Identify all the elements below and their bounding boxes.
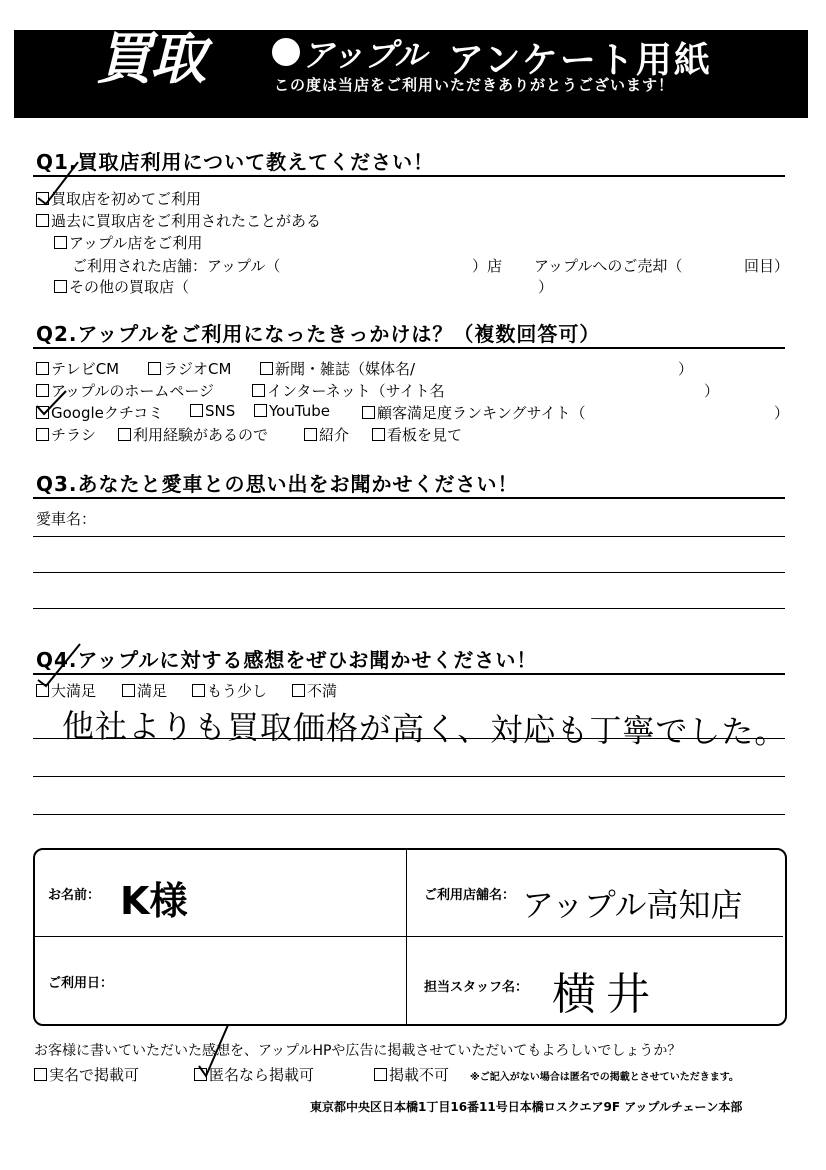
memory-line-2[interactable]: [33, 608, 785, 609]
checkbox-ranking[interactable]: [362, 406, 375, 419]
comment-line-1[interactable]: [33, 738, 785, 739]
q2-option-ranking[interactable]: 顧客満足度ランキングサイト（: [362, 402, 586, 423]
checkbox-past[interactable]: [36, 214, 49, 227]
q2-option-google[interactable]: Googleクチコミ: [36, 402, 163, 423]
checkbox-radio[interactable]: [148, 362, 161, 375]
q2-option-experience[interactable]: 利用経験があるので: [118, 424, 268, 445]
consent-real-name[interactable]: 実名で掲載可: [34, 1064, 139, 1085]
q2-option-flyer[interactable]: チラシ: [36, 424, 96, 445]
checkbox-satisfied[interactable]: [122, 684, 135, 697]
apple-brand-badge-icon: [272, 38, 300, 66]
brand-name: アップル: [302, 36, 427, 74]
q2-rule: [33, 347, 785, 349]
q4-option-very-satisfied[interactable]: 大満足: [36, 680, 96, 701]
name-value[interactable]: K様: [120, 879, 188, 923]
consent-no-publish[interactable]: 掲載不可: [374, 1064, 449, 1085]
comment-line-3[interactable]: [33, 814, 785, 815]
consent-question: お客様に書いていただいた感想を、アップルHPや広告に掲載させていただいてもよろしいでしょうか？: [34, 1043, 682, 1059]
checkbox-flyer[interactable]: [36, 428, 49, 441]
tagline: この度は当店をご利用いただきありがとうございます！: [274, 76, 675, 94]
card-divider-horizontal: [35, 936, 783, 937]
checkbox-anonymous[interactable]: [194, 1068, 207, 1081]
car-name-line[interactable]: [33, 536, 785, 537]
q1-option-past[interactable]: 過去に買取店をご利用されたことがある: [36, 210, 321, 231]
kaitori-logo: 買取: [96, 27, 204, 92]
store-used-label: ご利用された店舗：アップル（: [72, 257, 281, 275]
q1-option-first[interactable]: 買取店を初めてご利用: [36, 188, 201, 209]
q2-close-3: ）: [774, 404, 790, 422]
checkbox-youtube[interactable]: [254, 404, 267, 417]
q2-option-signboard[interactable]: 看板を見て: [372, 424, 462, 445]
q2-heading: Q2.アップルをご利用になったきっかけは？（複数回答可）: [36, 322, 601, 346]
checkbox-signboard[interactable]: [372, 428, 385, 441]
checkbox-other[interactable]: [54, 280, 67, 293]
q1-option-apple[interactable]: アップル店をご利用: [54, 232, 202, 253]
form-title: アンケート用紙: [448, 40, 712, 81]
q4-rule: [33, 673, 785, 675]
store-value[interactable]: アップル高知店: [522, 886, 743, 924]
checkbox-little-more[interactable]: [192, 684, 205, 697]
checkbox-news[interactable]: [260, 362, 273, 375]
memory-line-1[interactable]: [33, 572, 785, 573]
other-suffix: ）: [538, 278, 554, 296]
sales-suffix: 回目）: [744, 257, 790, 275]
checkbox-internet[interactable]: [252, 384, 265, 397]
car-name-label: 愛車名：: [36, 510, 97, 528]
q2-option-sns[interactable]: SNS: [190, 402, 235, 420]
q2-option-tv[interactable]: テレビCM: [36, 358, 119, 379]
checkbox-tv[interactable]: [36, 362, 49, 375]
consent-note: ※ご記入がない場合は匿名での掲載とさせていただきます。: [470, 1072, 739, 1083]
handwritten-check-mark-q2: [34, 388, 70, 418]
checkbox-experience[interactable]: [118, 428, 131, 441]
q1-option-other[interactable]: その他の買取店（: [54, 276, 189, 297]
sales-label: アップルへのご売却（: [534, 257, 683, 275]
store-label: ご利用店舗名：: [424, 888, 516, 903]
store-suffix: ）店: [472, 257, 503, 275]
date-label: ご利用日：: [48, 976, 114, 991]
q2-option-referral[interactable]: 紹介: [304, 424, 349, 445]
staff-value[interactable]: 横井: [552, 969, 660, 1020]
card-divider-vertical: [406, 850, 407, 1024]
q2-option-news[interactable]: 新聞・雑誌（媒体名/: [260, 358, 415, 379]
q2-close-2: ）: [704, 382, 720, 400]
handwritten-check-mark-q1: [34, 158, 84, 208]
q4-heading: Q4.アップルに対する感想をぜひお聞かせください！: [36, 648, 538, 672]
name-label: お名前：: [48, 888, 101, 903]
q2-option-radio[interactable]: ラジオCM: [148, 358, 231, 379]
comment-line-2[interactable]: [33, 776, 785, 777]
q2-option-youtube[interactable]: YouTube: [254, 402, 330, 420]
staff-label: 担当スタッフ名：: [424, 980, 529, 995]
checkbox-apple[interactable]: [54, 236, 67, 249]
q2-close-1: ）: [678, 360, 694, 378]
q2-option-internet[interactable]: インターネット（サイト名: [252, 380, 445, 401]
checkbox-very-satisfied[interactable]: [36, 684, 49, 697]
q1-heading: Q1.買取店利用について教えてください！: [36, 150, 435, 174]
checkbox-no-publish[interactable]: [374, 1068, 387, 1081]
handwritten-comment: 他社よりも買取価格が高く、対応も丁寧でした。: [61, 706, 788, 752]
q2-option-homepage[interactable]: アップルのホームページ: [36, 380, 214, 401]
checkbox-referral[interactable]: [304, 428, 317, 441]
footer-address: 東京都中央区日本橋1丁目16番11号日本橋ロスクエア9F アップルチェーン本部: [310, 1100, 743, 1114]
consent-anonymous[interactable]: 匿名なら掲載可: [194, 1064, 314, 1085]
checkbox-sns[interactable]: [190, 404, 203, 417]
q4-option-unsatisfied[interactable]: 不満: [292, 680, 337, 701]
checkbox-unsatisfied[interactable]: [292, 684, 305, 697]
q1-rule: [33, 175, 785, 177]
q3-heading: Q3.あなたと愛車との思い出をお聞かせください！: [36, 472, 519, 496]
q3-rule: [33, 497, 785, 499]
q4-option-little-more[interactable]: もう少し: [192, 680, 267, 701]
q4-option-satisfied[interactable]: 満足: [122, 680, 167, 701]
checkbox-real-name[interactable]: [34, 1068, 47, 1081]
